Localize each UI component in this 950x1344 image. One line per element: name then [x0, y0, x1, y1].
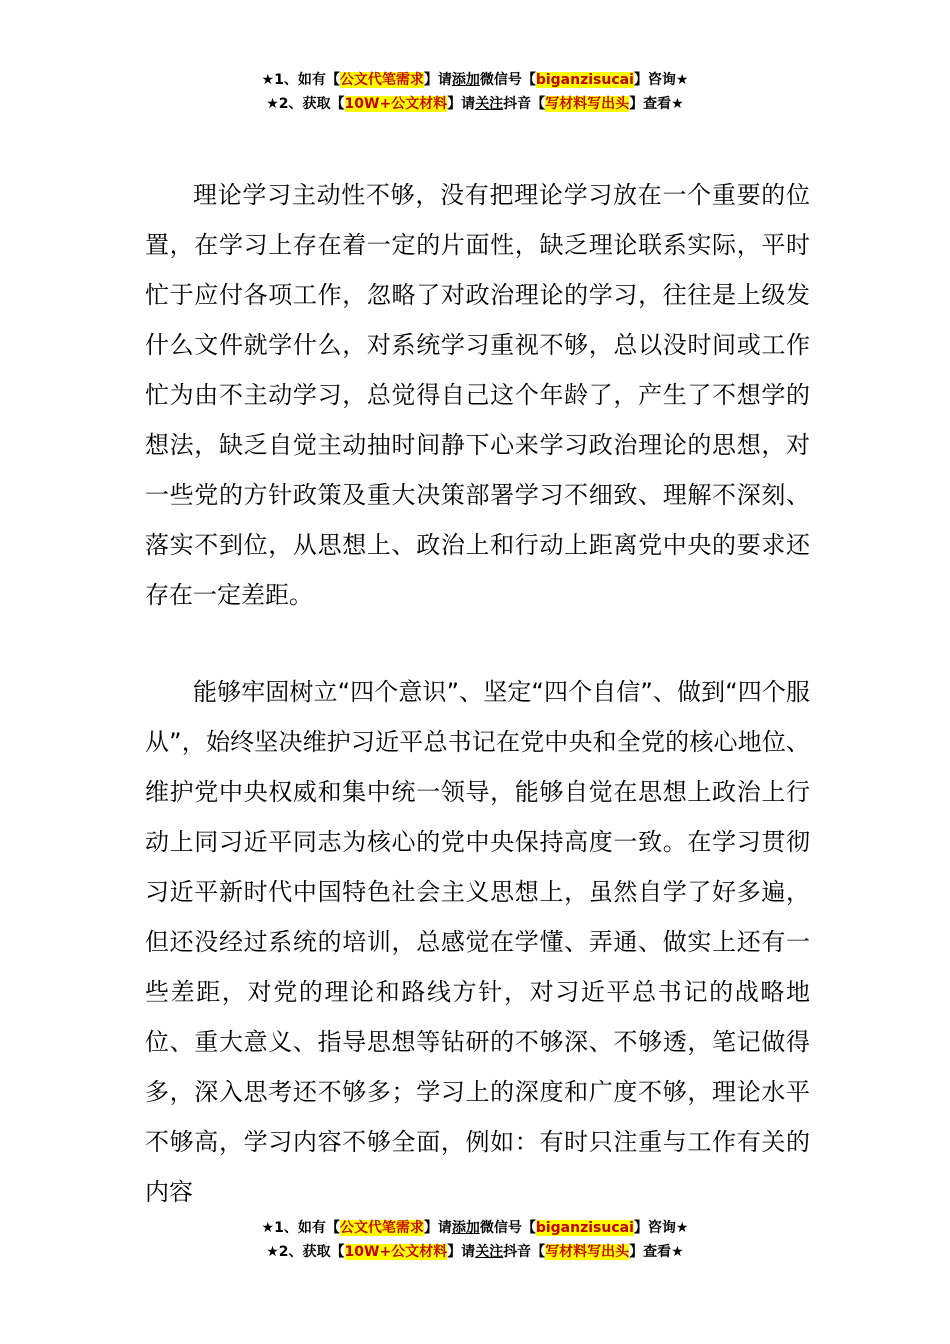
banner-highlight: 写材料写出头 — [545, 96, 630, 112]
paragraph: 能够牢固树立“四个意识”、坚定“四个自信”、做到“四个服从”，始终坚决维护习近平总书记在党中央和全党的核心地位、维护党中央权威和集中统一领导，能够自觉在思想上政治上行动上同习近平同志为核心的党中央保持高度一致。在学习贯彻习近平新时代中国特色社会主义思想上，虽然自学了好多遍，但还没经过系统的培训，总感觉在学懂、弄通、做实上还有一些差距，对党的理论和路线方针，对习近平总书记的战略地位、重大意义、指导思想等钻研的不够深、不够透，笔记做得多，深入思考还不够多；学习上的深度和广度不够，理论水平不够高，学习内容不够全面，例如：有时只注重与工作有关的内容 — [145, 678, 810, 1206]
banner-highlight: biganzisucai — [535, 72, 634, 88]
banner-highlight: biganzisucai — [535, 1220, 634, 1236]
banner-line-1: ★1、如有【公文代笔需求】请添加微信号【biganzisucai】咨询★ — [261, 1220, 689, 1236]
document-body — [145, 0, 810, 1344]
banner-highlight: 公文代笔需求 — [339, 72, 424, 88]
banner-line-1: ★1、如有【公文代笔需求】请添加微信号【biganzisucai】咨询★ — [261, 72, 689, 88]
paragraph: 理论学习主动性不够，没有把理论学习放在一个重要的位置，在学习上存在着一定的片面性，缺乏理论联系实际，平时忙于应付各项工作，忽略了对政治理论的学习，往往是上级发什么文件就学什么，对系统学习重视不够，总以没时间或工作忙为由不主动学习，总觉得自己这个年龄了，产生了不想学的想法，缺乏自觉主动抽时间静下心来学习政治理论的思想，对一些党的方针政策及重大决策部署学习不细致、理解不深刻、落实不到位，从思想上、政治上和行动上距离党中央的要求还存在一定差距。 — [145, 181, 810, 609]
footer-banner — [0, 1216, 950, 1264]
banner-line-2: ★2、获取【10W+公文材料】请关注抖音【写材料写出头】查看★ — [266, 1244, 684, 1260]
banner-line-2: ★2、获取【10W+公文材料】请关注抖音【写材料写出头】查看★ — [266, 96, 684, 112]
banner-highlight: 10W+公文材料 — [344, 96, 448, 112]
banner-highlight: 写材料写出头 — [545, 1244, 630, 1260]
banner-highlight: 10W+公文材料 — [344, 1244, 448, 1260]
banner-highlight: 公文代笔需求 — [339, 1220, 424, 1236]
